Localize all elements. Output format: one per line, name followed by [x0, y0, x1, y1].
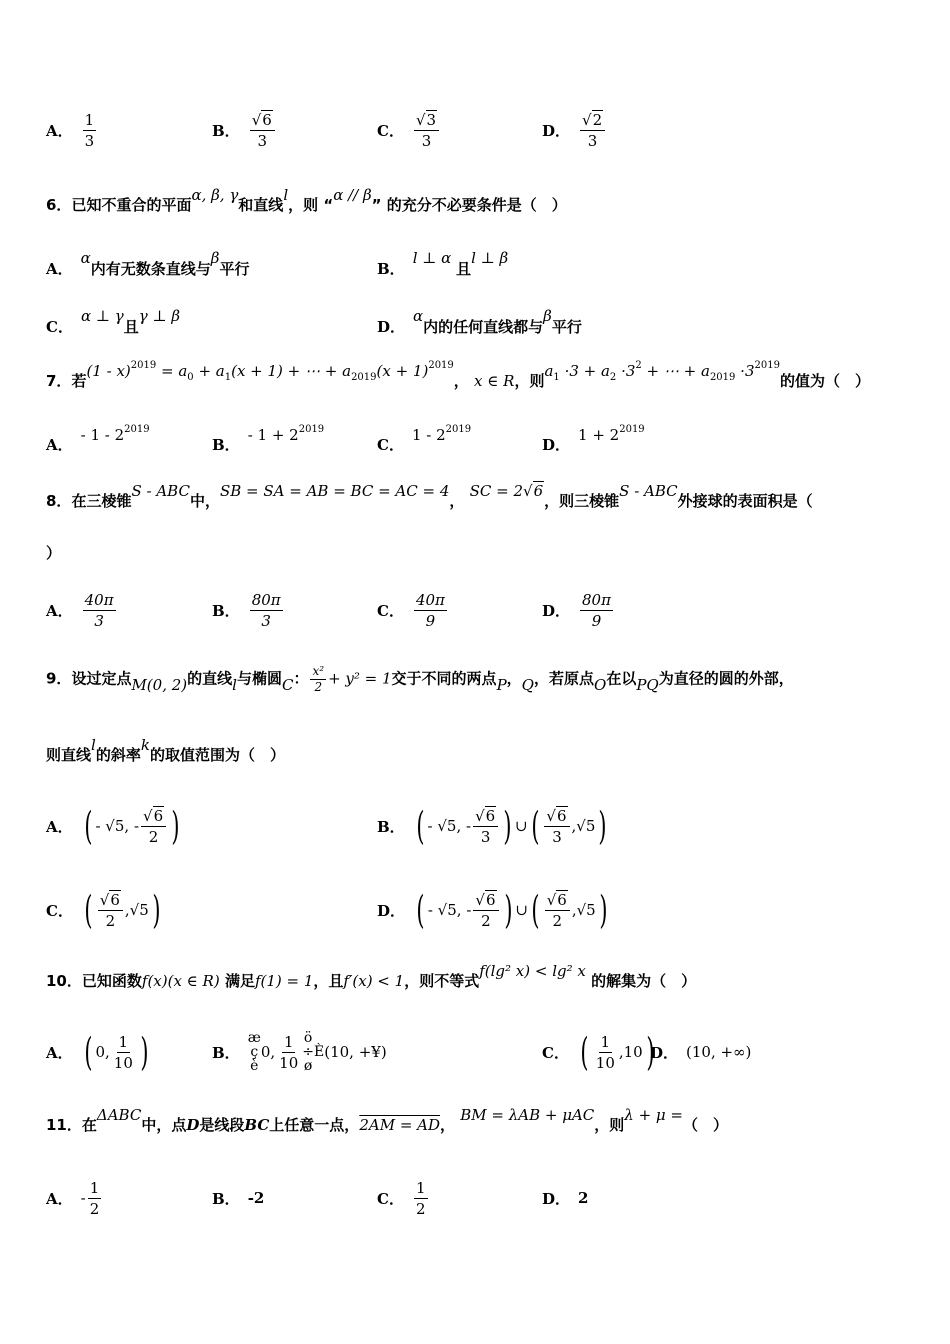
q11-option-c[interactable]: C． $\frac{1}{2}$	[377, 1178, 426, 1218]
q11-options	[46, 1168, 910, 1228]
q7-option-c[interactable]: C． $1 - 2^{2019}$	[377, 424, 472, 454]
q8-option-d[interactable]: D． $\frac{80\pi}{9}$	[542, 590, 611, 630]
fraction: $\frac{√3}{3}$	[414, 110, 439, 151]
q10-option-b[interactable]: B． æ ç è 0, $\frac{1}{10}$ ö ÷ ø È (10, +¥)	[212, 1030, 387, 1074]
q9-options-cd	[46, 880, 910, 940]
q10-option-a[interactable]: A． ( 0, $\frac{1}{10}$ )	[46, 1030, 149, 1074]
q10-stem: 10．已知函数f(x)(x ∈ R) 满足f(1) = 1，且f′(x) < 1，则不等式f(lg² x) < lg² x 的解集为（ ）	[46, 962, 697, 990]
q6-option-c[interactable]: C． α ⊥ γ 且 γ ⊥ β	[46, 307, 180, 336]
q10-option-d[interactable]: D． (10, +∞)	[650, 1043, 752, 1062]
q8-option-b[interactable]: B． $\frac{80\pi}{3}$	[212, 590, 281, 630]
q7-option-b[interactable]: B． - $1 + 2^{2019}$	[212, 424, 325, 454]
q8-option-a[interactable]: A． $\frac{40\pi}{3}$	[46, 590, 114, 630]
q10-option-c[interactable]: C． ( $\frac{1}{10}$ ,10 )	[542, 1030, 655, 1074]
fraction: $\frac{√6}{2}$	[141, 806, 166, 847]
fraction: $\frac{80\pi}{9}$	[582, 590, 611, 630]
fraction: $\frac{√2}{3}$	[580, 110, 605, 151]
q6-stem: 6．已知不重合的平面α, β, γ和直线l，则 “α // β” 的充分不必要条件是（ ）	[46, 186, 567, 214]
q11-option-d[interactable]: D． 2	[542, 1189, 589, 1208]
q8-stem-cont: ）	[46, 544, 62, 562]
q11-option-b[interactable]: B． -2	[212, 1189, 265, 1208]
q6-option-a[interactable]: A． α 内有无数条直线与 β 平行	[46, 249, 250, 278]
fraction: $\frac{80\pi}{3}$	[251, 590, 281, 630]
q10-options	[46, 1022, 910, 1082]
fraction: $\frac{√6}{3}$	[250, 110, 275, 151]
q6-options-cd	[46, 296, 910, 356]
q11-option-a[interactable]: A． - $\frac{1}{2}$	[46, 1178, 100, 1218]
q8-option-c[interactable]: C． $\frac{40\pi}{9}$	[377, 590, 445, 630]
q9-option-a[interactable]: A． ( - √5, - $\frac{√6}{2}$ )	[46, 804, 180, 848]
q6-option-b[interactable]: B． l ⊥ α 且 l ⊥ β	[377, 249, 509, 278]
fraction: $\frac{40\pi}{9}$	[415, 590, 445, 630]
q5-options	[46, 100, 910, 160]
q9-option-b[interactable]: B． ( - √5, - $\frac{√6}{3}$ ) ∪ ( $\frac{√6}{3}$ , √5 )	[377, 804, 607, 848]
q8-stem: 8．在三棱锥S - ABC中，SB = SA = AB = BC = AC = 4， SC = 2√6，则三棱锥S - ABC外接球的表面积是（	[46, 482, 813, 510]
q9-option-c[interactable]: C． ( $\frac{√6}{2}$ , √5 )	[46, 888, 161, 932]
q9-option-d[interactable]: D． ( - √5, - $\frac{√6}{2}$ ) ∪ ( $\frac{√6}{2}$ , √5 )	[377, 888, 608, 932]
q5-option-a[interactable]: A． $\frac{1}{3}$	[46, 110, 95, 150]
q7-option-a[interactable]: A． - $1 - 2^{2019}$	[46, 424, 150, 454]
q6-options-ab	[46, 238, 910, 298]
fraction: $\frac{1}{3}$	[84, 110, 95, 150]
q5-option-c[interactable]: C． $\frac{√3}{3}$	[377, 100, 441, 160]
q9-stem: 9．设过定点M(0, 2)的直线l与椭圆C： $\frac{\text{x²}}{2}$ + y² = 1交于不同的两点P，Q，若原点O在以PQ为直径的圆的外部，	[46, 664, 794, 694]
q7-option-d[interactable]: D． $1 + 2^{2019}$	[542, 424, 645, 454]
q6-option-d[interactable]: D． α 内的任何直线都与 β 平行	[377, 307, 582, 336]
q9-options-ab	[46, 796, 910, 856]
q8-options	[46, 580, 910, 640]
q11-stem: 11．在ΔABC中，点D是线段BC上任意一点，2AM = AD， BM = λAB + μAC，则λ + μ =（ ）	[46, 1106, 729, 1134]
q7-options	[46, 414, 910, 474]
q9-stem-cont: 则直线l的斜率k的取值范围为（ ）	[46, 736, 285, 764]
q5-option-b[interactable]: B． $\frac{√6}{3}$	[212, 100, 277, 160]
q7-stem: 7．若$(1 - x)^{2019} = a_0 + a_1(x + 1)$ + ⋯ + $a_{2019}(x + 1)^{2019}$， x ∈ R，则$a_1 \cdot 3 + a_2 \cdot 3^2$ + ⋯ + $a_{2019} \cdot 3^{2019}$的值为（ ）	[46, 360, 870, 390]
fraction: $\frac{40\pi}{3}$	[84, 590, 114, 630]
q5-option-d[interactable]: D． $\frac{√2}{3}$	[542, 100, 607, 160]
